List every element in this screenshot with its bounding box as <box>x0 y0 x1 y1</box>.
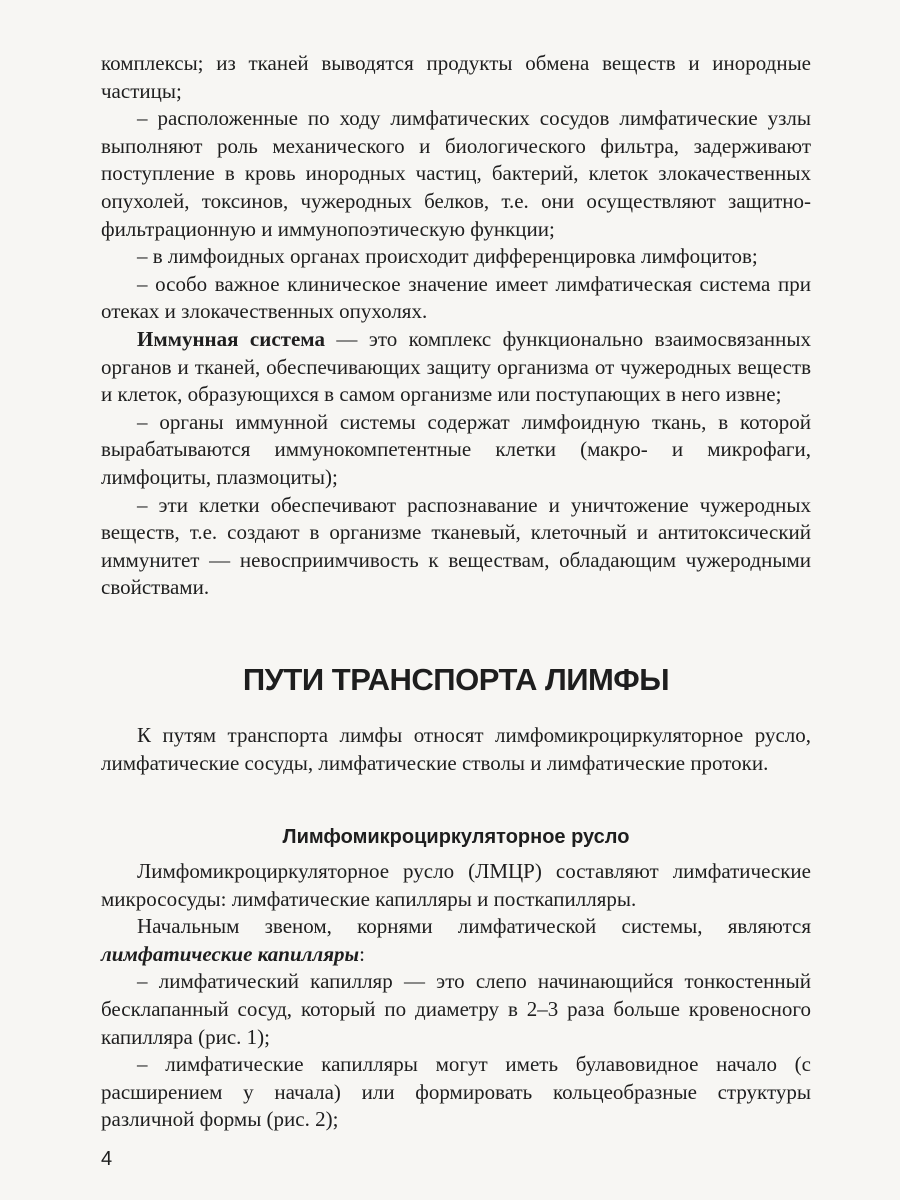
intro-text: Начальным звеном, корнями лимфатической системы, являются <box>137 914 811 939</box>
paragraph: Лимфомикроциркуляторное русло (ЛМЦР) составляют лимфатические микрососуды: лимфатические капилляры и посткапилляры. <box>101 859 811 911</box>
term-immune-system: Иммунная система <box>137 326 325 351</box>
paragraph: К путям транспорта лимфы относят лимфомикроциркуляторное русло, лимфатические сосуды, лимфатические стволы и лимфатические протоки. <box>101 723 811 775</box>
paragraph: – особо важное клиническое значение имеет лимфатическая система при отеках и злокачественных опухолях. <box>101 271 811 324</box>
paragraph-capillaries-intro <box>101 913 811 968</box>
text-block-transport <box>101 722 811 777</box>
paragraph: – в лимфоидных органах происходит дифференцировка лимфоцитов; <box>137 244 758 269</box>
text-block-lmcr <box>101 858 811 1134</box>
text-block-immune <box>101 50 811 602</box>
subsection-heading: Лимфомикроциркуляторное русло <box>282 826 630 848</box>
paragraph: комплексы; из тканей выводятся продукты обмена веществ и инородные частицы; <box>101 51 811 103</box>
paragraph-immune-definition <box>101 326 811 409</box>
paragraph: – расположенные по ходу лимфатических сосудов лимфатические узлы выполняют роль механического и биологического фильтра, задерживают поступление в кровь инородных частиц, бактерий, клеток злокачественных опухолей, токсинов, чужеродных белков, т.е. они осуществляют защитно-фильтрационную и иммунопоэтическую функции; <box>101 106 811 241</box>
paragraph: – органы иммунной системы содержат лимфоидную ткань, в которой вырабатываются иммунокомпетентные клетки (макро- и микрофаги, лимфоциты, плазмоциты); <box>101 409 811 489</box>
paragraph: – эти клетки обеспечивают распознавание и уничтожение чужеродных веществ, т.е. создают в организме тканевый, клеточный и антитоксический иммунитет — невосприимчивость к веществам, обладающим чужеродными свойствами. <box>101 492 811 600</box>
definition-text: — это комплекс функционально взаимосвязанных органов и тканей, обеспечивающих защиту организма от чужеродных веществ и клеток, образующихся в самом организме или поступающих в него извне; <box>101 326 811 407</box>
paragraph: – лимфатический капилляр — это слепо начинающийся тонкостенный бесклапанный сосуд, который по диаметру в 2–3 раза больше кровеносного капилляра (рис. 1); <box>101 969 811 1049</box>
section-heading: ПУТИ ТРАНСПОРТА ЛИМФЫ <box>242 662 670 697</box>
term-lymph-capillaries: лимфатические капилляры <box>101 941 360 966</box>
page-number: 4 <box>101 1148 113 1170</box>
paragraph: – лимфатические капилляры могут иметь булавовидное начало (с расширением у начала) или формировать кольцеобразные структуры различной формы (рис. 2); <box>101 1052 811 1132</box>
colon: : <box>359 941 365 966</box>
